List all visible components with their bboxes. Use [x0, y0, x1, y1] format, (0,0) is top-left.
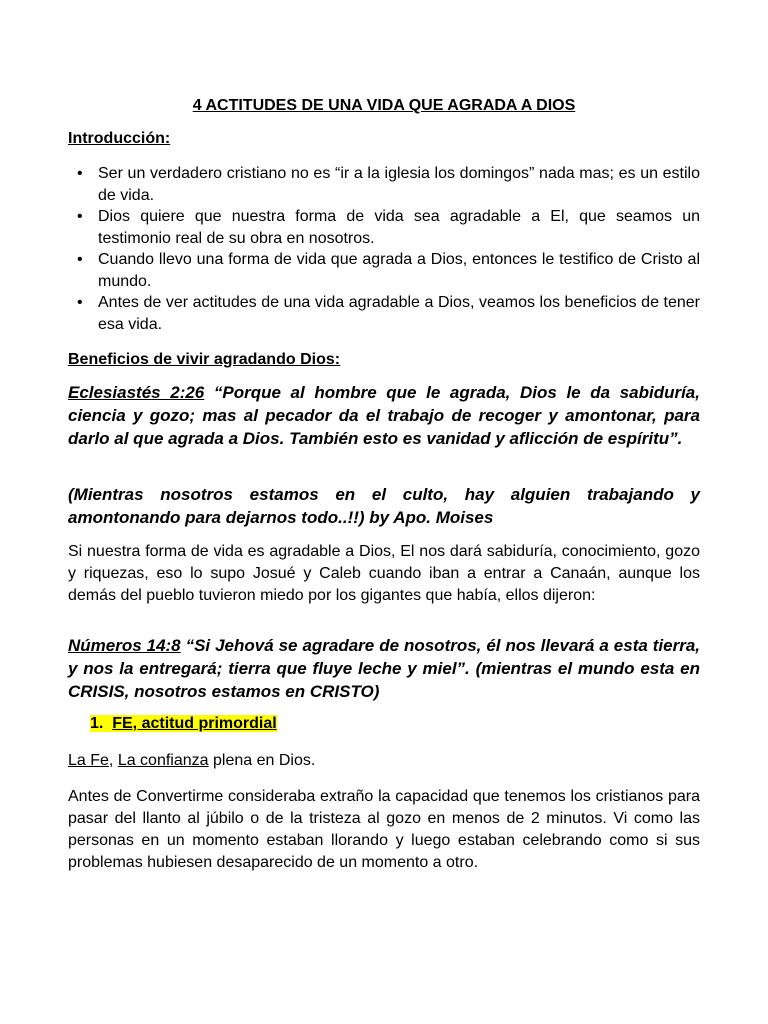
bullet-text: Ser un verdadero cristiano no es “ir a la iglesia los domingos” nada mas; es un estilo de vida.: [98, 165, 700, 204]
bullet-icon: •: [77, 208, 83, 225]
intro-heading: Introducción:: [68, 130, 171, 147]
confianza-term: La confianza: [117, 752, 209, 769]
numeros-quote: [68, 634, 700, 703]
list-item: [68, 292, 700, 335]
section-heading: [90, 712, 277, 736]
section-number: 1.: [90, 715, 104, 732]
bullet-text: Dios quiere que nuestra forma de vida sea agradable a El, que seamos un testimonio real de su obra en nosotros.: [98, 208, 700, 247]
fe-line: [68, 750, 700, 772]
list-item: [68, 163, 700, 206]
bullet-text: Antes de ver actitudes de una vida agradable a Dios, veamos los beneficios de tener esa vida.: [98, 294, 700, 333]
intro-bullet-list: [68, 163, 700, 335]
scripture-text: “Porque al hombre que le agrada, Dios le da sabiduría, ciencia y gozo; mas al pecador da el trabajo de recoger y amontonar, para darlo al que agrada a Dios. También esto es vanidad y aflicción de espíritu”.: [68, 383, 700, 448]
list-item: [68, 249, 700, 292]
scripture-reference: Eclesiastés 2:26: [68, 383, 205, 402]
scripture-text: “Si Jehová se agradare de nosotros, él nos llevará a esta tierra, y nos la entregará; tierra que fluye leche y miel”. (mientras el mundo esta en CRISIS, nosotros estamos en CRISTO): [68, 636, 700, 701]
list-item: [68, 206, 700, 249]
bullet-text: Cuando llevo una forma de vida que agrada a Dios, entonces le testifico de Cristo al mundo.: [98, 251, 700, 290]
benefits-heading: Beneficios de vivir agradando Dios:: [68, 351, 341, 368]
scripture-reference: Números 14:8: [68, 636, 181, 655]
section-title: FE, actitud primordial: [112, 715, 277, 732]
fe-rest: plena en Dios.: [208, 752, 316, 769]
body-paragraph: Antes de Convertirme consideraba extraño la capacidad que tenemos los cristianos para pasar del llanto al júbilo o de la tristeza al gozo en menos de 2 minutos. Vi como las personas en un momento estaban llorando y luego estaban celebrando como si sus problemas hubiesen desaparecido de un momento a otro.: [68, 788, 700, 871]
bullet-icon: •: [77, 165, 83, 182]
pastor-note: (Mientras nosotros estamos en el culto, hay alguien trabajando y amontonando para dejarnos todo..!!) by Apo. Moises: [68, 485, 700, 527]
fe-term: La Fe: [68, 752, 109, 769]
bullet-icon: •: [77, 294, 83, 311]
eclesiastes-quote: [68, 381, 700, 450]
bullet-icon: •: [77, 251, 83, 268]
fe-separator: ,: [108, 752, 118, 769]
document-title: 4 ACTITUDES DE UNA VIDA QUE AGRADA A DIOS: [192, 97, 576, 114]
section-spacer: [103, 715, 112, 732]
body-paragraph: Si nuestra forma de vida es agradable a Dios, El nos dará sabiduría, conocimiento, gozo y riquezas, eso lo supo Josué y Caleb cuando iban a entrar a Canaán, aunque los demás del pueblo tuvieron miedo por los gigantes que había, ellos dijeron:: [68, 543, 700, 604]
